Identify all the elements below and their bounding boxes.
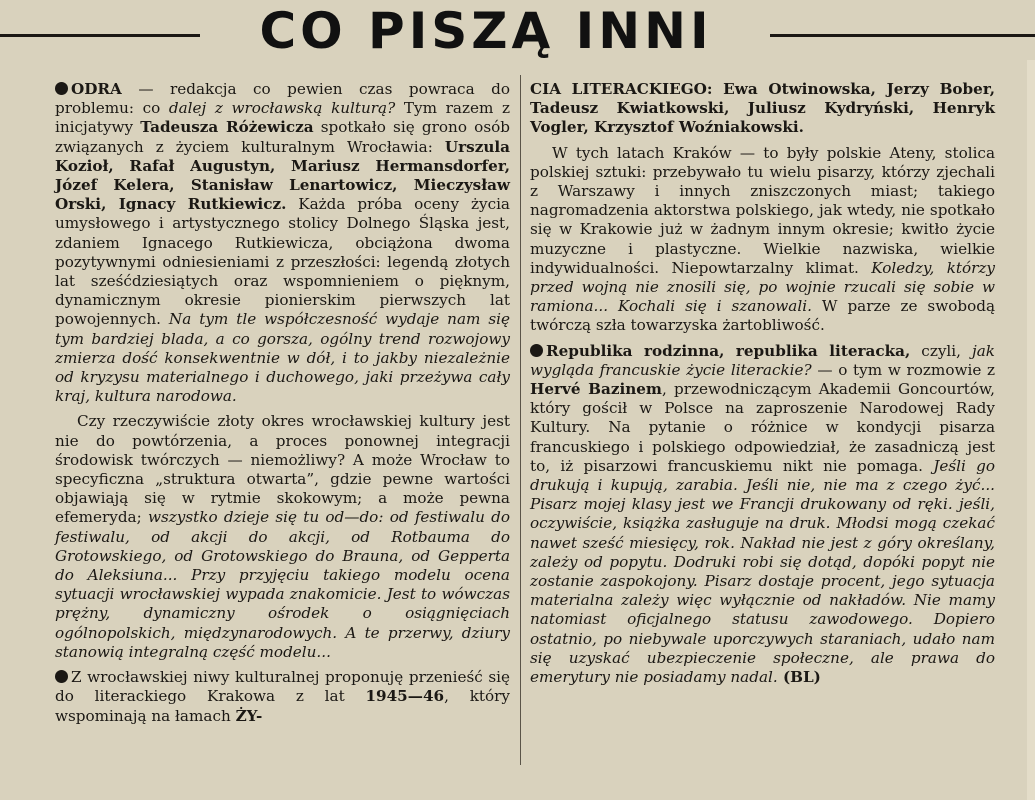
quote-italic: Jeśli go drukują i kupują, zarabia. Jeśli nie, nie ma z czego żyć... Pisarz mojej klasy jest we Francji drukowany od ręki. jeśli, oczywiście, książka zasługuje na druk. Młodsi mogą czekać nawet sześć miesięcy, rok. Nakład nie jest z góry określany, zależy od popytu. Dodruki robi się dotąd, dopóki popyt nie zostanie zaspokojony. Pisarz dostaje procent, jego sytuacja materialna zależy więc wyłącznie od nakładów. Nie mamy natomiast oficjalnego statusu zawodowego. Dopiero ostatnio, po niebywale uporczywych staraniach, udało nam się uzyskać ubezpieczenie społeczne, ale prawa do emerytury nie posiadamy nadal.	[530, 456, 995, 687]
odra-label: ODRA	[71, 80, 122, 98]
bullet-icon	[55, 670, 68, 683]
publication-authors: CIA LITERACKIEGO: Ewa Otwinowska, Jerzy Bober, Tadeusz Kwiatkowski, Juliusz Kydryński, Henryk Vogler, Krzysztof Woźniakowski.	[530, 80, 995, 137]
participant-names: Urszula Kozioł, Rafał Augustyn, Mariusz Hermansdorfer, Józef Kelera, Stanisław Lenartowicz, Mieczysław Orski, Ignacy Rutkiewicz.	[55, 137, 510, 214]
masthead	[0, 0, 1035, 60]
odra-paragraph	[55, 80, 510, 406]
wroclaw-question-paragraph	[55, 412, 510, 662]
text-run: Czy rzeczywiście złoty okres wrocławskiej kultury jest nie do powtórzenia, a proces ponownej integracji środowisk twórczych — niemożliwy? A może Wrocław to specyficzna „struktura otwarta”, gdzie pewne wartości objawiają się w rytmie skokowym; a może pewna efemeryda;	[55, 412, 510, 527]
author-initials: (BL)	[777, 668, 821, 687]
bullet-icon	[530, 344, 543, 357]
header-rule-right	[770, 34, 1035, 37]
bullet-icon	[55, 82, 68, 95]
section-lead: Republika rodzinna, republika literacka,	[546, 341, 911, 360]
text-run: W tych latach Kraków — to były polskie Ateny, stolica polskiej sztuki: przebywało tu wielu pisarzy, którzy zjechali z Warszawy i innych zniszczonych miast; takiego nagromadzenia aktorstwa polskiego, jak wtedy, nie spotkało się w Krakowie już w żadnym innym okresie; kwitło życie muzyczne i plastyczne. Wielkie nazwiska, wielkie indywidualności. Niepowtarzalny klimat.	[530, 143, 995, 277]
text-run: — o tym w rozmowie z	[811, 360, 995, 379]
year-range: 1945—46	[365, 687, 445, 706]
text-run: Tym razem z inicjatywy	[55, 99, 510, 137]
text-run-italic: dalej z wrocławską kulturą?	[168, 99, 396, 118]
zycie-literackie-authors-paragraph	[530, 80, 995, 138]
page-title: CO PISZĄ INNI	[259, 2, 713, 60]
column-divider	[520, 75, 521, 765]
quote-italic: Koledzy, którzy przed wojną nie znosili się, po wojnie rzucali się sobie w ramiona... Kochali się i szanowali.	[530, 258, 995, 316]
text-run-italic: jak wygląda francuskie życie literackie?	[530, 341, 995, 379]
text-run: Każda próba oceny życia umysłowego i artystycznego stolicy Dolnego Śląska jest, zdaniem Ignacego Rutkiewicza, obciążona dwoma pozytywnymi odniesieniami z przeszłości: legendą złotych lat sześćdziesiątych oraz wspomnieniem o pięknym, dynamicznym okresie pionierskim pierwszych lat powojennych.	[55, 195, 510, 329]
interviewee-name: Hervé Bazinem	[530, 380, 662, 399]
text-run: Z wrocławskiej niwy kulturalnej proponuję przenieść się do literackiego Krakowa z lat	[55, 668, 510, 706]
publication-name-part: ŻY-	[235, 706, 263, 725]
republika-paragraph	[530, 342, 995, 688]
quote-italic: wszystko dzieje się tu od—do: od festiwalu do festiwalu, od akcji do akcji, od Rotbauma do Grotowskiego, od Grotowskiego do Brauna, od Gepperta do Aleksiuna... Przy przyjęciu takiego modelu ocena sytuacji wrocławskiej wypada znakomicie. Jest to wówczas prężny, dynamiczny ośrodek o osiągnięciach ogólnopolskich, międzynarodowych. A te przerwy, dziury stanowią integralną część modelu...	[55, 508, 510, 661]
krakow-athens-paragraph	[530, 144, 995, 336]
quote-italic: Na tym tle współczesność wydaje nam się tym bardziej blada, a co gorsza, ogólny trend rozwojowy zmierza dość konsekwentnie w dół, i to jakby niezależnie od kryzysu materialnego i duchowego, jaki przeżywa cały kraj, kultura narodowa.	[55, 310, 511, 406]
text-run: W parze ze swobodą twórczą szła towarzyska żartobliwość.	[530, 297, 995, 335]
text-run: spotkało się grono osób związanych z życiem kulturalnym Wrocławia:	[55, 118, 510, 156]
page-fold-edge	[1027, 60, 1035, 800]
author-name: Tadeusza Różewicza	[140, 118, 314, 137]
header-rule-left	[0, 34, 200, 37]
text-run: — redakcja co pewien czas powraca do problemu: co	[55, 80, 510, 118]
left-column	[55, 80, 510, 732]
text-run: , przewodniczącym Akademii Goncourtów, który gościł w Polsce na zaproszenie Narodowej Rady Kultury. Na pytanie o różnice w kondycji pisarza francuskiego i polskiego odpowiedział, że zasadniczą jest to, iż pisarzowi francuskiemu nikt nie pomaga.	[530, 380, 995, 475]
text-run: , który wspominają na łamach	[55, 687, 510, 725]
text-run: czyli,	[910, 341, 973, 360]
right-column	[530, 80, 995, 693]
krakow-transition-paragraph	[55, 668, 510, 726]
